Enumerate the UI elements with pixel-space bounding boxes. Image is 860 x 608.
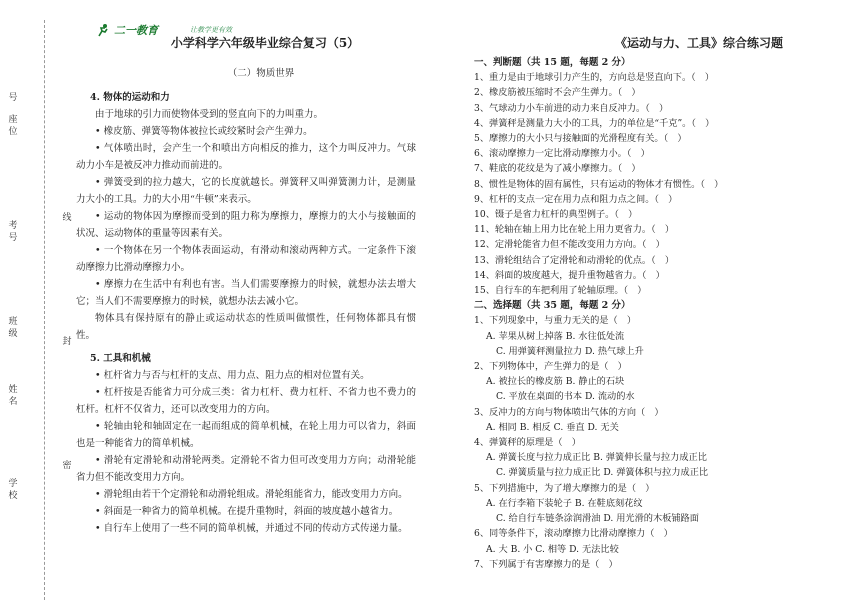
note-paragraph: 由于地球的引力而使物体受到的竖直向下的力叫重力。 [95, 109, 324, 120]
choice-options: A. 苹果从树上掉落 B. 水往低处流 [486, 330, 625, 342]
choice-question: 3、反冲力的方向与物体喷出气体的方向（ ） [474, 406, 664, 418]
judge-question: 11、轮轴在轴上用力比在轮上用力更省力。（ ） [474, 224, 675, 236]
section-subtitle: （二）物质世界 [227, 68, 295, 79]
logo-text: 二一教育 [114, 25, 158, 37]
note-paragraph: • 杠杆按是否能省力可分成三类：省力杠杆、费力杠杆、不省力也不费力的杠杆。杠杆不仅省力，还可以改变用力的方向。 [76, 387, 416, 415]
binding-dashed-line [44, 20, 45, 600]
note-paragraph: • 一个物体在另一个物体表面运动，有滑动和滚动两种方式。一定条件下滚动摩擦力比滑动摩擦力小。 [76, 245, 416, 273]
judge-question: 1、重力是由于地球引力产生的，方向总是竖直向下。（ ） [474, 72, 715, 84]
judge-question: 8、惯性是物体的固有属性，只有运动的物体才有惯性。（ ） [474, 178, 724, 190]
binding-label-class: 班级 [8, 317, 18, 339]
judge-section-heading: 一、判断题（共 15 题，每题 2 分） [474, 57, 631, 68]
review-notes [76, 34, 416, 537]
seal-mark-secret: 密 [62, 458, 72, 471]
judge-question: 12、定滑轮能省力但不能改变用力方向。（ ） [474, 239, 665, 251]
judge-question: 7、鞋底的花纹是为了减小摩擦力。（ ） [474, 163, 641, 175]
choice-section-heading: 二、选择题（共 35 题，每题 2 分） [474, 300, 631, 312]
choice-options: A. 弹簧长度与拉力成正比 B. 弹簧伸长量与拉力成正比 [486, 452, 707, 464]
choice-question: 2、下列物体中，产生弹力的是（ ） [474, 361, 627, 373]
choice-options: A. 在行李箱下装轮子 B. 在鞋底刻花纹 [486, 497, 643, 509]
choice-question: 7、下列属于有害摩擦力的是（ ） [474, 558, 618, 570]
judge-question: 5、摩擦力的大小只与接触面的光滑程度有关。（ ） [474, 133, 687, 145]
choice-options: A. 被拉长的橡皮筋 B. 静止的石块 [486, 376, 625, 388]
choice-options: C. 给自行车链条涂润滑油 D. 用光滑的木板铺路面 [496, 513, 699, 525]
note-paragraph: • 杠杆省力与否与杠杆的支点、用力点、阻力点的相对位置有关。 [95, 370, 370, 381]
binding-label-seat: 座位 [8, 115, 18, 137]
choice-options: C. 用弹簧秤测量拉力 D. 热气球上升 [496, 345, 644, 357]
judge-question: 13、滑轮组结合了定滑轮和动滑轮的优点。（ ） [474, 254, 675, 266]
seal-mark-line: 线 [62, 210, 72, 223]
note-paragraph: • 弹簧受到的拉力越大，它的长度就越长。弹簧秤又叫弹簧测力计，是测量力大小的工具。力的大小用“牛顿”来表示。 [76, 177, 416, 205]
exercise-sheet [474, 34, 844, 572]
note-paragraph: • 滑轮有定滑轮和动滑轮两类。定滑轮不省力但可改变用力方向；动滑轮能省力但不能改变用力方向。 [76, 455, 416, 483]
note-paragraph: 物体具有保持原有的静止或运动状态的性质叫做惯性，任何物体都具有惯性。 [76, 313, 416, 341]
binding-strip [0, 0, 72, 608]
judge-question: 2、橡皮筋被压缩时不会产生弹力。（ ） [474, 87, 641, 99]
judge-question: 3、气球动力小车前进的动力来自反冲力。（ ） [474, 102, 669, 114]
binding-label-name: 姓名 [8, 385, 18, 407]
choice-question: 6、同等条件下，滚动摩擦力比滑动摩擦力（ ） [474, 528, 673, 540]
page-title: 小学科学六年级毕业综合复习（5） [170, 36, 360, 50]
choice-options: C. 平放在桌面的书本 D. 流动的水 [496, 391, 635, 403]
binding-label-number: 号 [8, 93, 18, 103]
exercise-title: 《运动与力、工具》综合练习题 [614, 36, 783, 50]
note-paragraph: • 斜面是一种省力的简单机械。在提升重物时，斜面的坡度越小越省力。 [95, 506, 399, 517]
judge-question: 14、斜面的坡度越大，提升重物越省力。（ ） [474, 269, 665, 281]
note-paragraph: • 运动的物体因为摩擦而受到的阻力称为摩擦力，摩擦力的大小与接触面的状况、运动物体的重量等因素有关。 [76, 211, 416, 239]
note-paragraph: • 滑轮组由若干个定滑轮和动滑轮组成。滑轮组能省力，能改变用力方向。 [95, 489, 408, 500]
choice-options: C. 弹簧质量与拉力成正比 D. 弹簧体积与拉力成正比 [496, 467, 709, 479]
judge-question: 9、杠杆的支点一定在用力点和阻力点之间。（ ） [474, 193, 678, 205]
choice-question: 5、下列措施中，为了增大摩擦力的是（ ） [474, 482, 655, 494]
judge-question: 15、自行车的车把利用了轮轴原理。（ ） [474, 285, 647, 297]
section-heading-motion: 4. 物体的运动和力 [90, 92, 170, 103]
choice-options: A. 大 B. 小 C. 相等 D. 无法比较 [486, 543, 619, 555]
seal-mark-seal: 封 [62, 334, 72, 347]
choice-question: 4、弹簧秤的原理是（ ） [474, 437, 581, 449]
note-paragraph: • 橡皮筋、弹簧等物体被拉长或绞紧时会产生弹力。 [95, 126, 313, 137]
binding-label-exam-no: 考号 [8, 221, 18, 243]
judge-question: 10、镊子是省力杠杆的典型例子。（ ） [474, 209, 638, 221]
binding-label-school: 学校 [8, 479, 18, 501]
judge-question: 6、滚动摩擦力一定比滑动摩擦力小。（ ） [474, 148, 650, 160]
choice-options: A. 相同 B. 相反 C. 垂直 D. 无关 [486, 421, 619, 433]
choice-question: 1、下列现象中，与重力无关的是（ ） [474, 315, 637, 327]
note-paragraph: • 自行车上使用了一些不同的简单机械，并通过不同的传动方式传递力量。 [95, 523, 408, 534]
note-paragraph: • 气体喷出时，会产生一个和喷出方向相反的推力，这个力叫反冲力。气球动力小车是被反冲力推动而前进的。 [76, 143, 416, 171]
section-heading-tools: 5. 工具和机械 [90, 353, 151, 364]
judge-question: 4、弹簧秤是测量力大小的工具，力的单位是“千克”。（ ） [474, 117, 715, 129]
logo-slogan: 让教学更有效 [190, 26, 232, 34]
note-paragraph: • 摩擦力在生活中有利也有害。当人们需要摩擦力的时候，就想办法去增大它；当人们不需要摩擦力的时候，就想办法去减小它。 [76, 279, 416, 307]
note-paragraph: • 轮轴由轮和轴固定在一起而组成的简单机械，在轮上用力可以省力，斜面也是一种能省力的简单机械。 [76, 421, 416, 449]
